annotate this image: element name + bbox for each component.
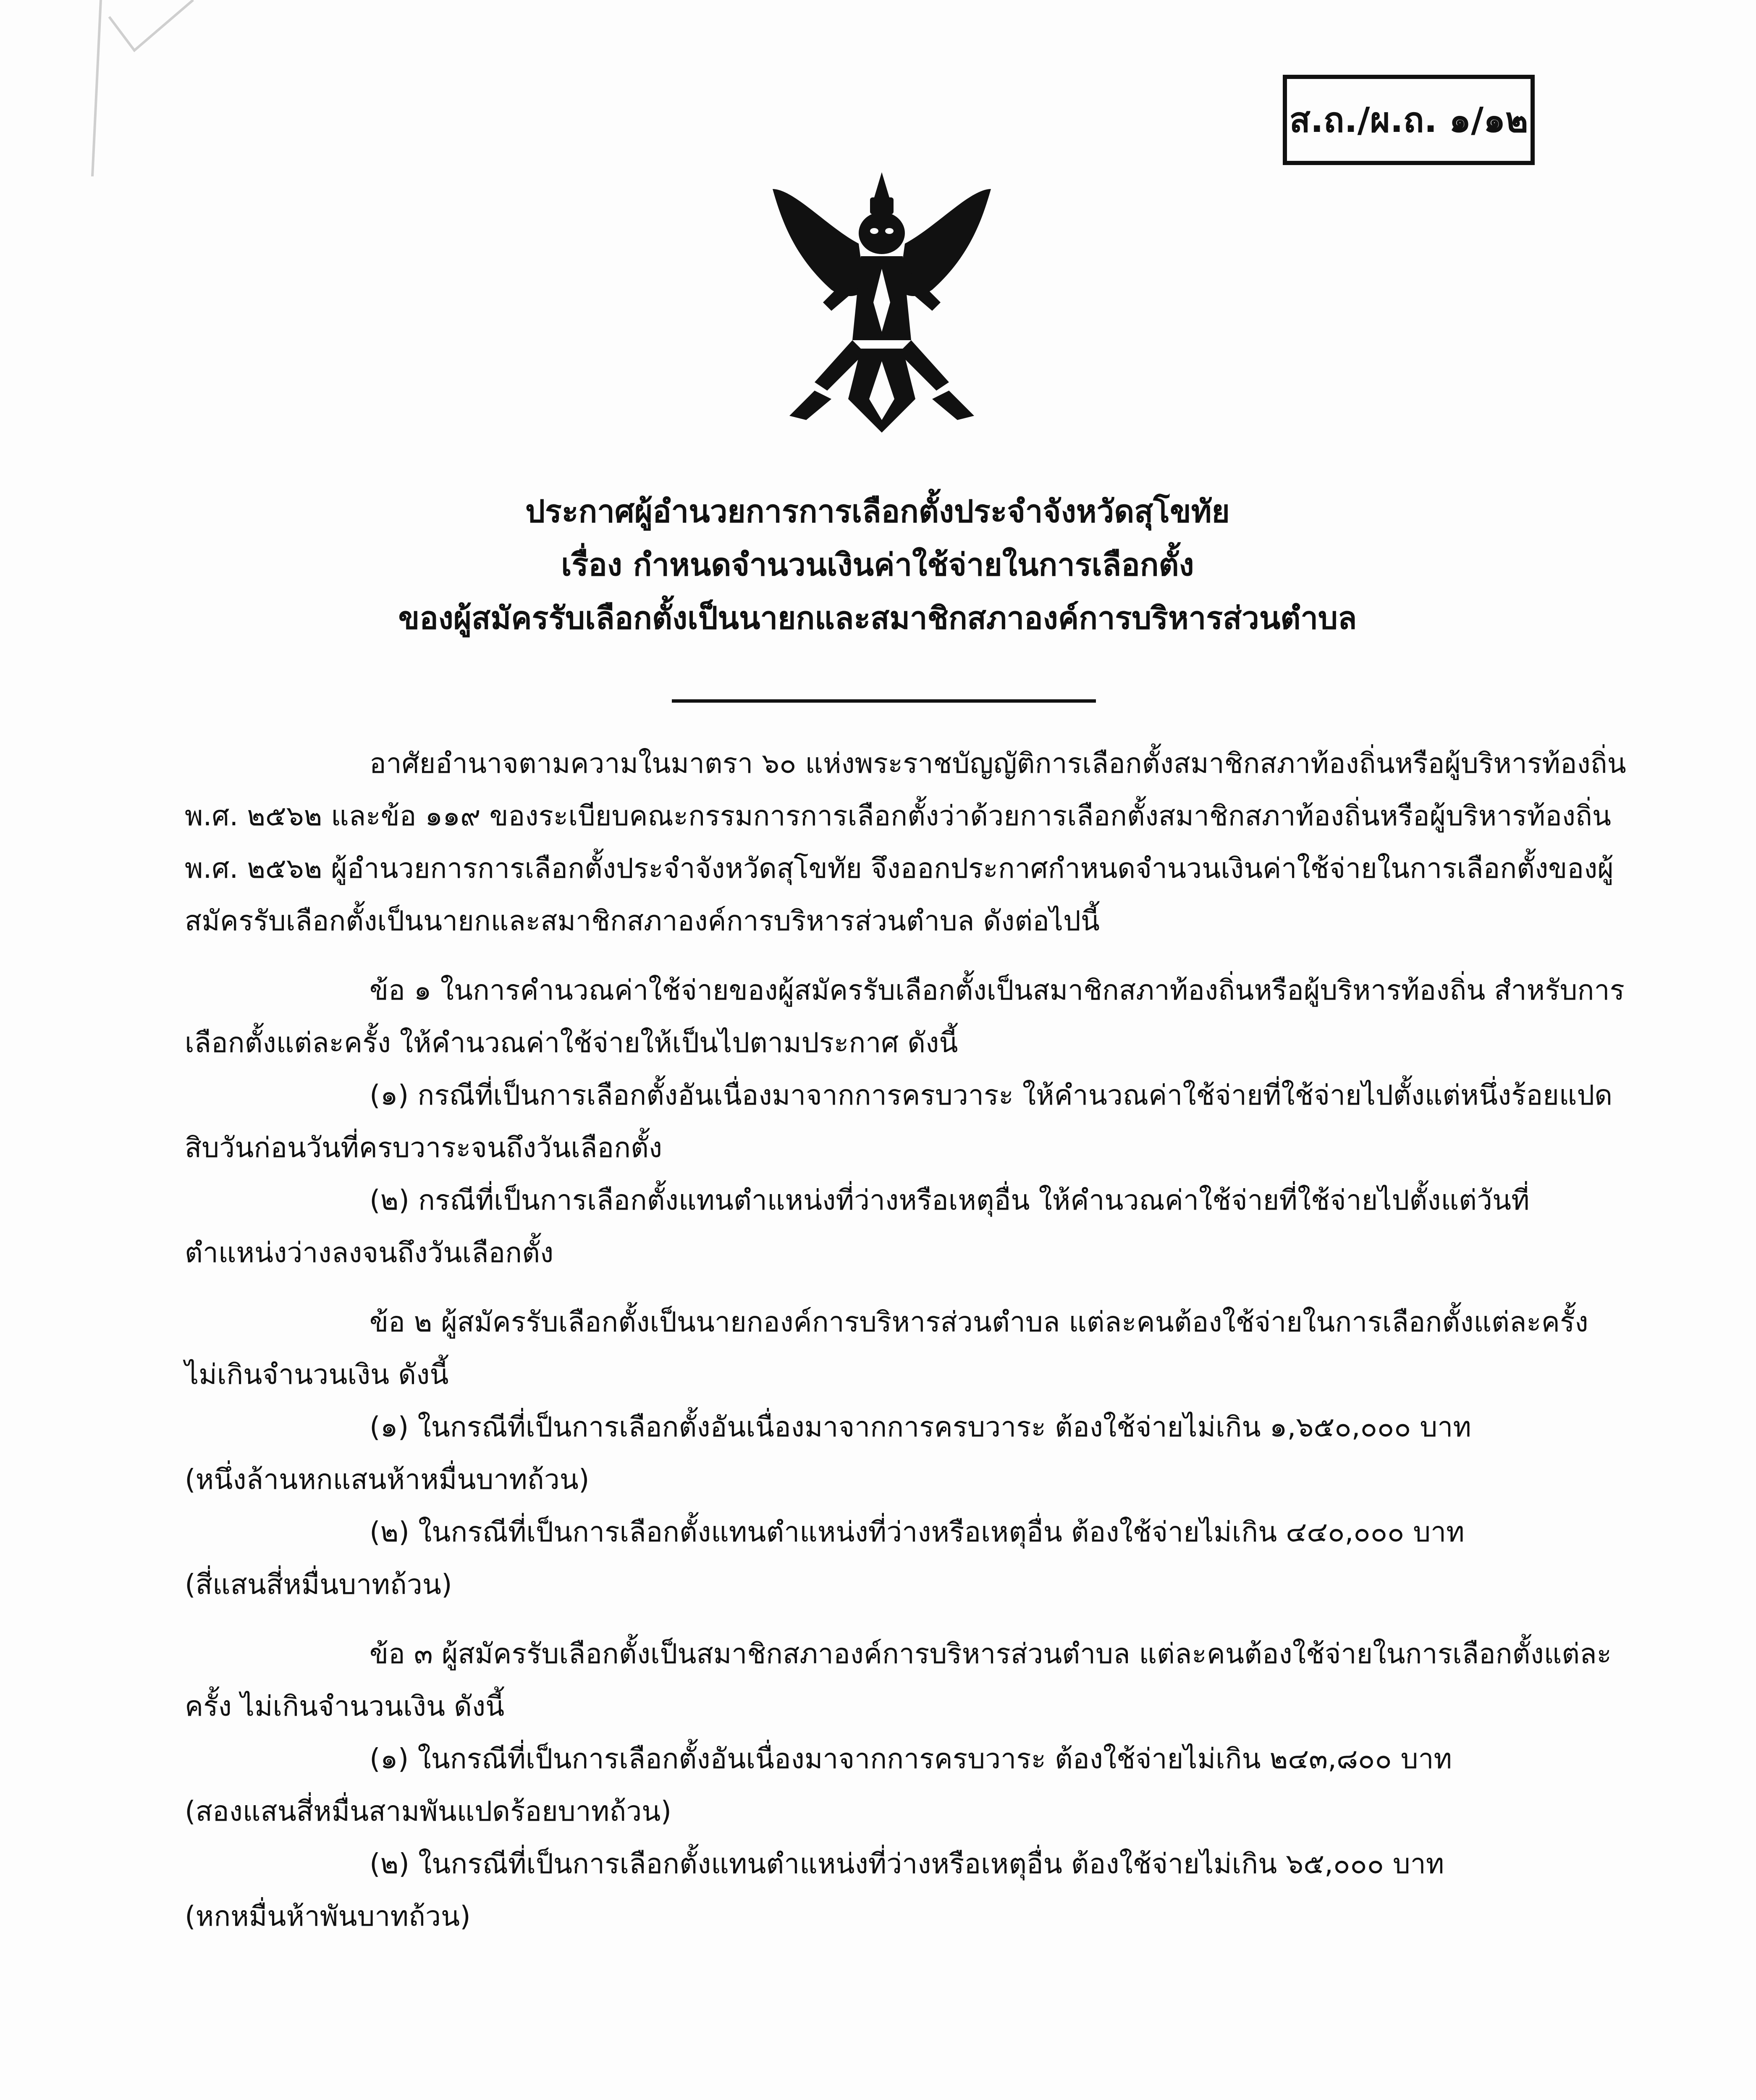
clause-3-item-1: (๑) ในกรณีที่เป็นการเลือกตั้งอันเนื่องมาจากการครบวาระ ต้องใช้จ่ายไม่เกิน ๒๔๓,๘๐๐ บาท: [370, 1743, 1452, 1775]
clause-3-item-2-words: (หกหมื่นห้าพันบาทถ้วน): [185, 1900, 471, 1932]
clause-3-item-2: (๒) ในกรณีที่เป็นการเลือกตั้งแทนตำแหน่งที่ว่างหรือเหตุอื่น ต้องใช้จ่ายไม่เกิน ๖๕,๐๐๐ บาท: [370, 1848, 1444, 1880]
title-divider: [672, 699, 1096, 703]
document-code-box: [1283, 75, 1535, 165]
clause-2-item-1-words: (หนึ่งล้านหกแสนห้าหมื่นบาทถ้วน): [185, 1463, 590, 1496]
title-line: เรื่อง กำหนดจำนวนเงินค่าใช้จ่ายในการเลือกตั้ง: [561, 547, 1194, 583]
clause-3: ข้อ ๓ ผู้สมัครรับเลือกตั้งเป็นสมาชิกสภาองค์การบริหารส่วนตำบล แต่ละคนต้องใช้จ่ายในการเลือกตั้งแต่ละครั้ง ไม่เกินจำนวนเงิน ดังนี้: [185, 1638, 1612, 1722]
clause-3-item-1-words: (สองแสนสี่หมื่นสามพันแปดร้อยบาทถ้วน): [185, 1795, 672, 1827]
title-line: ของผู้สมัครรับเลือกตั้งเป็นนายกและสมาชิกสภาองค์การบริหารส่วนตำบล: [398, 600, 1357, 636]
clause-2-item-2-words: (สี่แสนสี่หมื่นบาทถ้วน): [185, 1568, 452, 1601]
clause-1-item-2: (๒) กรณีที่เป็นการเลือกตั้งแทนตำแหน่งที่ว่างหรือเหตุอื่น ให้คำนวณค่าใช้จ่ายที่ใช้จ่ายไปตั้งแต่วันที่ตำแหน่งว่างลงจนถึงวันเลือกตั้ง: [185, 1184, 1530, 1269]
announcement-body: [185, 737, 1629, 1942]
page-fold-mark: [84, 0, 218, 176]
document-code: ส.ถ./ผ.ถ. ๑/๑๒: [1289, 100, 1528, 140]
preamble-paragraph: อาศัยอำนาจตามความในมาตรา ๖๐ แห่งพระราชบัญญัติการเลือกตั้งสมาชิกสภาท้องถิ่นหรือผู้บริหารท้องถิ่น พ.ศ. ๒๕๖๒ และข้อ ๑๑๙ ของระเบียบคณะกรรมการการเลือกตั้งว่าด้วยการเลือกตั้งสมาชิกสภาท้องถิ่นหรือผู้บริหารท้องถิ่น พ.ศ. ๒๕๖๒ ผู้อำนวยการการเลือกตั้งประจำจังหวัดสุโขทัย จึงออกประกาศกำหนดจำนวนเงินค่าใช้จ่ายในการเลือกตั้งของผู้สมัครรับเลือกตั้งเป็นนายกและสมาชิกสภาองค์การบริหารส่วนตำบล ดังต่อไปนี้: [185, 747, 1626, 937]
clause-2-item-2: (๒) ในกรณีที่เป็นการเลือกตั้งแทนตำแหน่งที่ว่างหรือเหตุอื่น ต้องใช้จ่ายไม่เกิน ๔๔๐,๐๐๐ บาท: [370, 1516, 1465, 1548]
title-line: ประกาศผู้อำนวยการการเลือกตั้งประจำจังหวัดสุโขทัย: [525, 494, 1230, 530]
clause-1: ข้อ ๑ ในการคำนวณค่าใช้จ่ายของผู้สมัครรับเลือกตั้งเป็นสมาชิกสภาท้องถิ่นหรือผู้บริหารท้องถิ่น สำหรับการเลือกตั้งแต่ละครั้ง ให้คำนวณค่าใช้จ่ายให้เป็นไปตามประกาศ ดังนี้: [185, 974, 1625, 1059]
clause-2-item-1: (๑) ในกรณีที่เป็นการเลือกตั้งอันเนื่องมาจากการครบวาระ ต้องใช้จ่ายไม่เกิน ๑,๖๕๐,๐๐๐ บาท: [370, 1411, 1471, 1443]
clause-2: ข้อ ๒ ผู้สมัครรับเลือกตั้งเป็นนายกองค์การบริหารส่วนตำบล แต่ละคนต้องใช้จ่ายในการเลือกตั้งแต่ละครั้ง ไม่เกินจำนวนเงิน ดังนี้: [185, 1306, 1588, 1391]
clause-1-item-1: (๑) กรณีที่เป็นการเลือกตั้งอันเนื่องมาจากการครบวาระ ให้คำนวณค่าใช้จ่ายที่ใช้จ่ายไปตั้งแต่หนึ่งร้อยแปดสิบวันก่อนวันที่ครบวาระจนถึงวันเลือกตั้ง: [185, 1079, 1613, 1164]
announcement-title: [126, 485, 1629, 645]
garuda-emblem-icon: [756, 164, 1008, 441]
